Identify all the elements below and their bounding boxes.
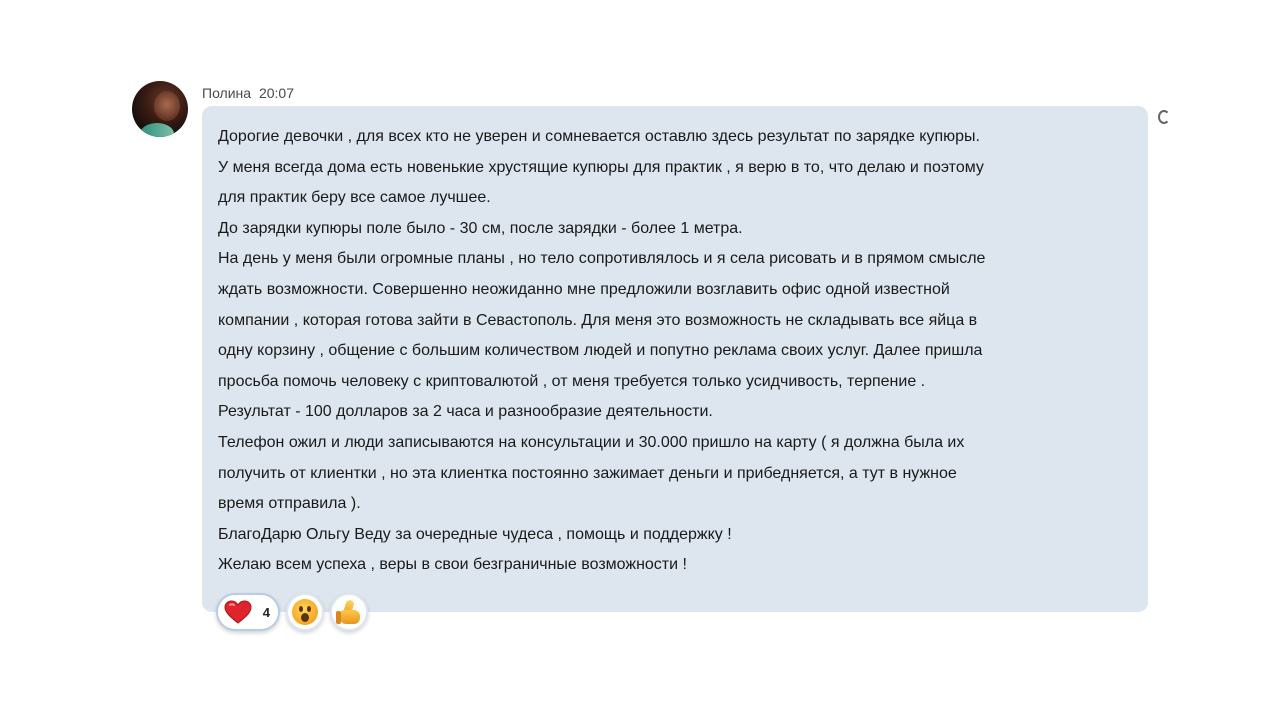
avatar-shoulder <box>140 123 174 137</box>
heart-icon <box>224 600 252 624</box>
message-line: У меня всегда дома есть новенькие хрустящие купюры для практик , я верю в то, что делаю и поэтому <box>218 158 984 176</box>
reaction-heart-count: 4 <box>262 604 270 620</box>
message-line: На день у меня были огромные планы , но тело сопротивлялось и я села рисовать и в прямом смысле <box>218 250 986 268</box>
message-line: Дорогие девочки , для всех кто не уверен и сомневается оставлю здесь результат по зарядке купюры. <box>218 128 980 145</box>
avatar-face <box>154 91 180 121</box>
message-time: 20:07 <box>258 85 294 101</box>
message-line: компании , которая готова зайти в Севастополь. Для меня это возможность не складывать все яйца в <box>218 311 978 329</box>
message-line: для практик беру все самое лучшее. <box>218 189 491 207</box>
sender-name[interactable]: Полина <box>202 85 252 101</box>
message-line: До зарядки купюры поле было - 30 см, после зарядки - более 1 метра. <box>218 219 743 237</box>
message-line: ждать возможности. Совершенно неожиданно мне предложили возглавить офис одной известной <box>218 280 950 298</box>
message-line: БлагоДарю Ольгу Веду за очередные чудеса , помощь и поддержку ! <box>218 525 732 543</box>
message-line: одну корзину , общение с большим количеством людей и попутно реклама своих услуг. Далее пришла <box>218 342 983 360</box>
avatar[interactable] <box>132 81 188 137</box>
message-line: получить от клиентки , но эта клиентка постоянно зажимает деньги и прибедняется, а тут в нужное <box>218 464 957 482</box>
message-header <box>202 85 294 101</box>
message-line: Желаю всем успеха , веры в свои безграничные возможности ! <box>218 556 687 574</box>
message-line: Телефон ожил и люди записываются на консультации и 30.000 пришло на карту ( я должна была их <box>218 433 965 451</box>
reaction-heart[interactable] <box>216 593 280 631</box>
message-line: Результат - 100 долларов за 2 часа и разнообразие деятельности. <box>218 403 713 421</box>
reaction-surprised[interactable] <box>286 593 324 631</box>
message-line: просьба помочь человеку с криптовалютой , от меня требуется только усидчивость, терпение . <box>218 372 926 390</box>
reactions-bar <box>216 593 368 631</box>
thumbs-up-icon <box>336 599 362 625</box>
surprised-face-icon <box>292 599 318 625</box>
reaction-thumbs-up[interactable] <box>330 593 368 631</box>
message-bubble <box>202 106 1148 612</box>
message-line: время отправила ). <box>218 495 361 513</box>
message-options-icon[interactable] <box>1158 110 1170 124</box>
